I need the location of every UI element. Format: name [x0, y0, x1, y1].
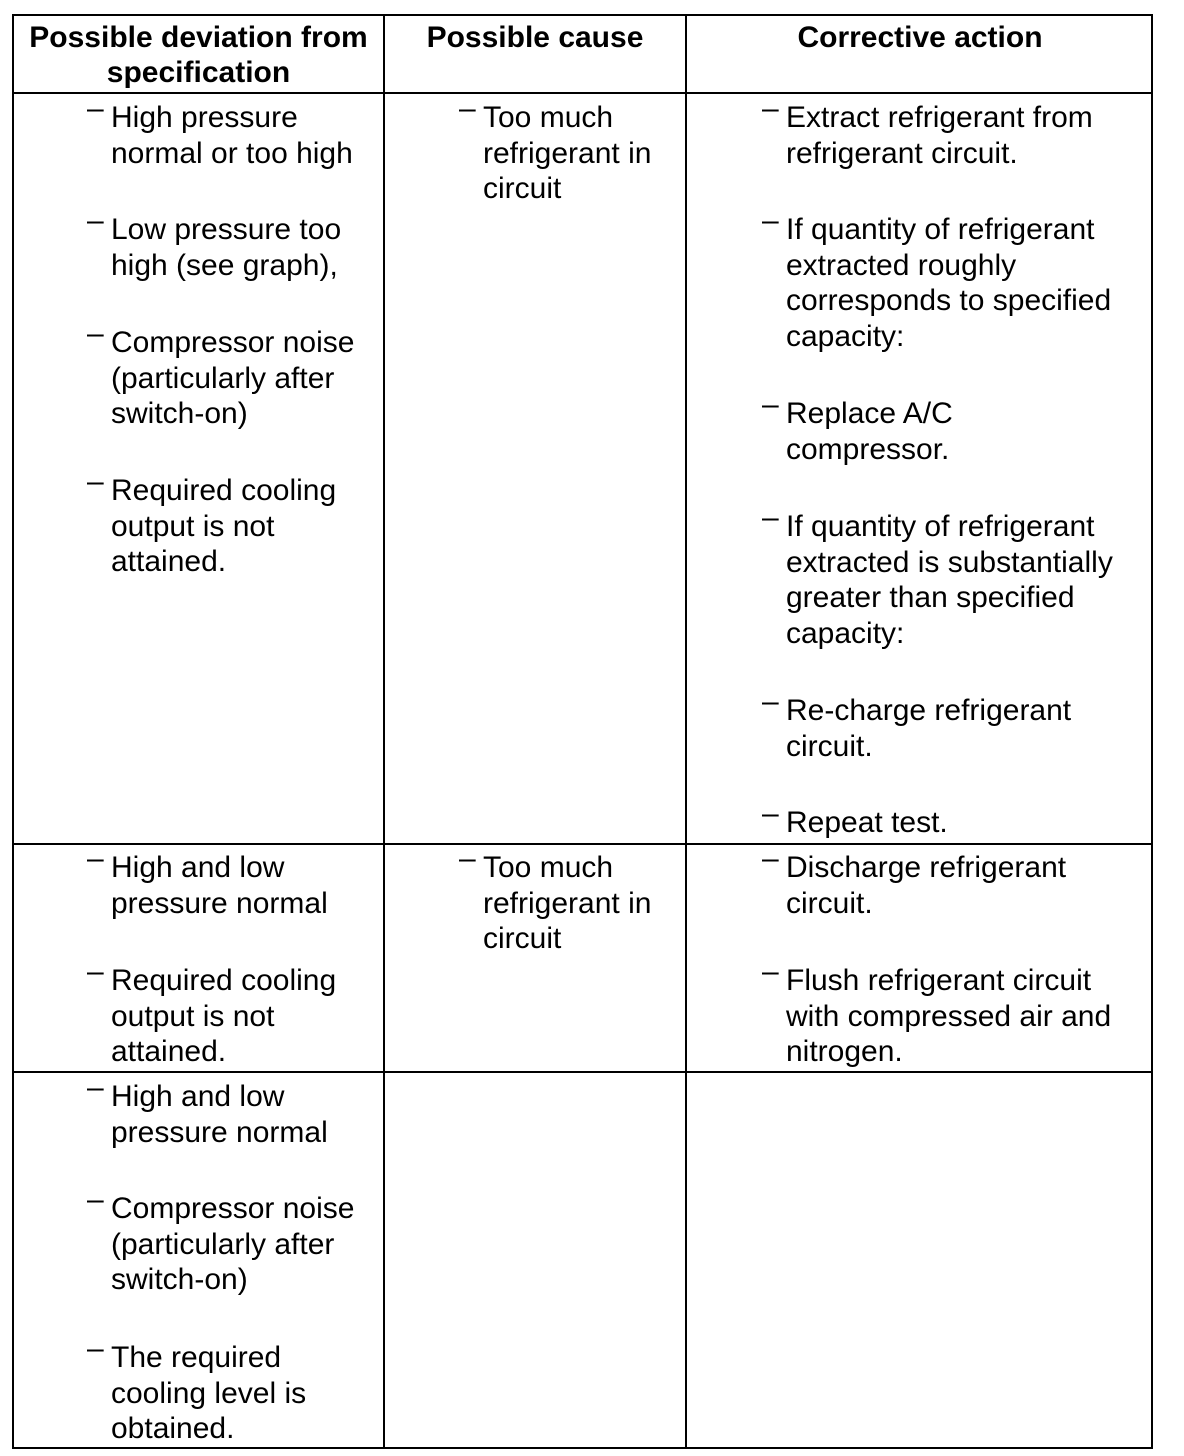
column-2-divider	[685, 16, 687, 1447]
column-1-divider	[383, 16, 385, 1447]
dash-icon: –	[87, 92, 104, 125]
dash-icon: –	[87, 1332, 104, 1365]
row-2-divider	[14, 1071, 1151, 1073]
dash-icon: –	[459, 842, 476, 875]
dash-icon: –	[87, 465, 104, 498]
dash-icon: –	[762, 388, 779, 421]
row-1-action-item: – If quantity of refrigerant extracted roughly corresponds to specified capacity:	[762, 204, 1112, 353]
dash-icon: –	[87, 1183, 104, 1216]
dash-icon: –	[87, 842, 104, 875]
row-1-deviation-item: – High pressure normal or too high	[87, 92, 353, 170]
row-1-action-item: – If quantity of refrigerant extracted is substantially greater than specified capacity:	[762, 501, 1113, 650]
header-cause: Possible cause	[426, 21, 644, 54]
row-1-deviation-item: – Low pressure too high (see graph),	[87, 204, 342, 282]
row-3-deviation-item: – Compressor noise (particularly after switch-on)	[87, 1183, 355, 1296]
dash-icon: –	[762, 797, 779, 830]
row-3-deviation-item: – High and low pressure normal	[87, 1071, 328, 1149]
dash-icon: –	[87, 955, 104, 988]
row-1-deviation-item: – Required cooling output is not attained.	[87, 465, 337, 578]
dash-icon: –	[762, 92, 779, 125]
row-1-action-item: – Repeat test.	[762, 797, 948, 839]
dash-icon: –	[87, 1071, 104, 1104]
row-2-deviation-item: – Required cooling output is not attained.	[87, 955, 337, 1068]
row-2-deviation-item: – High and low pressure normal	[87, 842, 328, 920]
row-2-action-item: – Discharge refrigerant circuit.	[762, 842, 1067, 920]
row-2-action-item: – Flush refrigerant circuit with compressed air and nitrogen.	[762, 955, 1112, 1068]
row-2-cause-item: – Too much refrigerant in circuit	[459, 842, 652, 955]
row-1-action-item: – Extract refrigerant from refrigerant circuit.	[762, 92, 1093, 170]
dash-icon: –	[87, 317, 104, 350]
row-1-divider	[14, 843, 1151, 845]
dash-icon: –	[459, 92, 476, 125]
row-1-cause-item: – Too much refrigerant in circuit	[459, 92, 652, 205]
header-deviation: Possible deviation from specification	[29, 21, 368, 89]
dash-icon: –	[762, 955, 779, 988]
row-3-deviation-item: – The required cooling level is obtained.	[87, 1332, 307, 1445]
dash-icon: –	[87, 204, 104, 237]
dash-icon: –	[762, 204, 779, 237]
dash-icon: –	[762, 501, 779, 534]
dash-icon: –	[762, 685, 779, 718]
diagnosis-table	[12, 14, 1153, 1449]
header-row-divider	[14, 92, 1151, 94]
row-1-action-item: – Replace A/C compressor.	[762, 388, 953, 466]
header-action: Corrective action	[797, 21, 1043, 54]
row-1-action-item: – Re-charge refrigerant circuit.	[762, 685, 1072, 763]
row-1-deviation-item: – Compressor noise (particularly after switch-on)	[87, 317, 355, 430]
dash-icon: –	[762, 842, 779, 875]
